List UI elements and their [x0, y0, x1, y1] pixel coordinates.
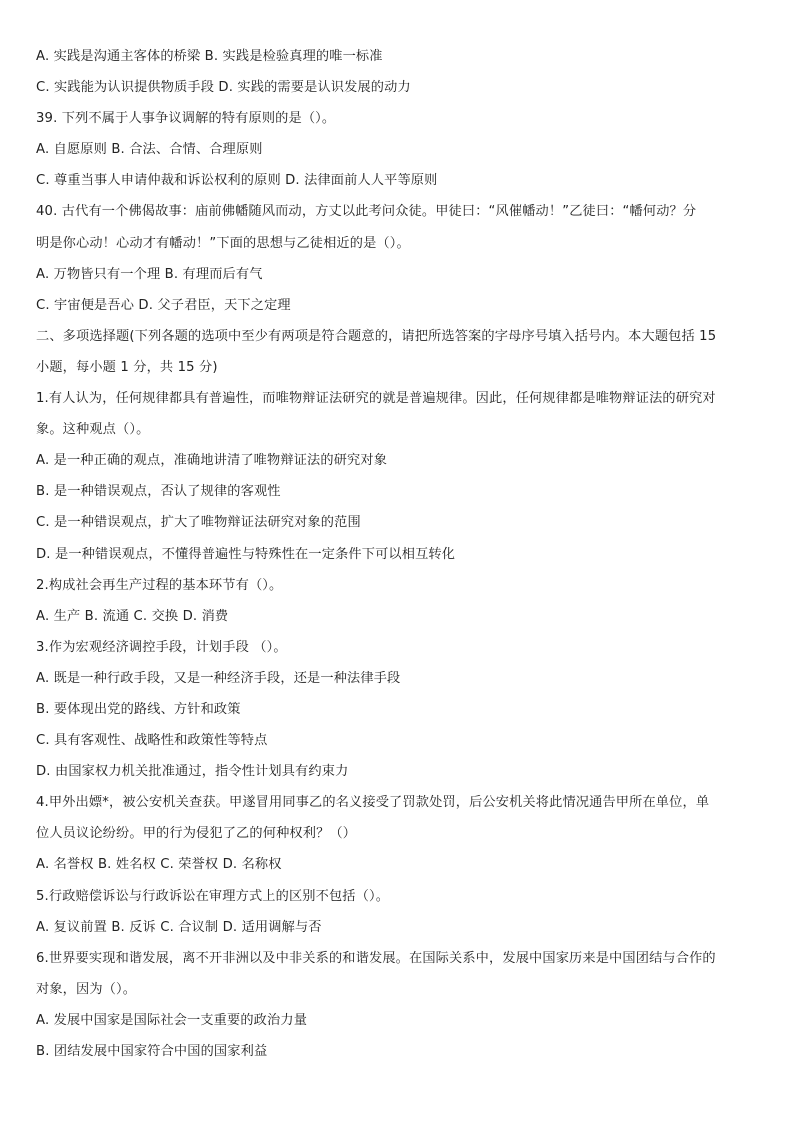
q39-options-ab: A. 自愿原则 B. 合法、合情、合理原则 [36, 142, 263, 158]
mq4-stem-line-1: 4.甲外出嫖*，被公安机关查获。甲遂冒用同事乙的名义接受了罚款处罚，后公安机关将此情况通告甲所在单位，单 [36, 795, 710, 811]
q39-stem: 39. 下列不属于人事争议调解的特有原则的是（）。 [36, 111, 336, 127]
section-heading-line-2: 小题，每小题 1 分，共 15 分) [36, 359, 218, 375]
mq6-option-b: B. 团结发展中国家符合中国的国家利益 [36, 1044, 268, 1059]
mq3-option-c: C. 具有客观性、战略性和政策性等特点 [36, 733, 268, 749]
mq4-options: A. 名誉权 B. 姓名权 C. 荣誉权 D. 名称权 [36, 857, 282, 873]
mq3-option-d: D. 由国家权力机关批准通过，指令性计划具有约束力 [36, 764, 349, 780]
q38-options-ab: A. 实践是沟通主客体的桥梁 B. 实践是检验真理的唯一标准 [36, 49, 383, 64]
mq2-stem: 2.构成社会再生产过程的基本环节有（）。 [36, 577, 283, 593]
q39-options-cd: C. 尊重当事人申请仲裁和诉讼权利的原则 D. 法律面前人人平等原则 [36, 173, 438, 189]
q40-stem-line-1: 40. 古代有一个佛偈故事：庙前佛幡随风而动，方丈以此考问众徒。甲徒曰：“风催幡动！”乙徒曰：“幡何动？分 [36, 204, 697, 220]
mq2-options: A. 生产 B. 流通 C. 交换 D. 消费 [36, 608, 229, 624]
mq1-option-a: A. 是一种正确的观点，准确地讲清了唯物辩证法的研究对象 [36, 453, 388, 469]
mq1-option-c: C. 是一种错误观点，扩大了唯物辩证法研究对象的范围 [36, 515, 361, 531]
mq1-stem-line-2: 象。这种观点（）。 [36, 422, 150, 438]
mq5-options: A. 复议前置 B. 反诉 C. 合议制 D. 适用调解与否 [36, 919, 322, 935]
q40-options-cd: C. 宇宙便是吾心 D. 父子君臣，天下之定理 [36, 297, 291, 313]
mq4-stem-line-2: 位人员议论纷纷。甲的行为侵犯了乙的何种权利？（） [36, 826, 357, 842]
mq1-option-d: D. 是一种错误观点，不懂得普遍性与特殊性在一定条件下可以相互转化 [36, 546, 456, 562]
mq5-stem: 5.行政赔偿诉讼与行政诉讼在审理方式上的区别不包括（）。 [36, 888, 390, 904]
mq6-option-a: A. 发展中国家是国际社会一支重要的政治力量 [36, 1012, 308, 1028]
document-body [36, 41, 764, 1067]
mq3-stem: 3.作为宏观经济调控手段，计划手段 （）。 [36, 639, 287, 655]
mq1-stem-line-1: 1.有人认为，任何规律都具有普遍性，而唯物辩证法研究的就是普遍规律。因此，任何规律都是唯物辩证法的研究对 [36, 391, 716, 407]
mq3-option-b: B. 要体现出党的路线、方针和政策 [36, 701, 241, 717]
q38-options-cd: C. 实践能为认识提供物质手段 D. 实践的需要是认识发展的动力 [36, 80, 411, 96]
mq6-stem-line-1: 6.世界要实现和谐发展，离不开非洲以及中非关系的和谐发展。在国际关系中，发展中国家历来是中国团结与合作的 [36, 950, 716, 966]
mq3-option-a: A. 既是一种行政手段，又是一种经济手段，还是一种法律手段 [36, 670, 401, 686]
mq1-option-b: B. 是一种错误观点，否认了规律的客观性 [36, 484, 281, 500]
section-heading-line-1: 二、多项选择题(下列各题的选项中至少有两项是符合题意的，请把所选答案的字母序号填入括号内。本大题包括 15 [36, 328, 717, 344]
mq6-stem-line-2: 对象，因为（）。 [36, 981, 137, 997]
q40-options-ab: A. 万物皆只有一个理 B. 有理而后有气 [36, 266, 263, 282]
q40-stem-line-2: 明是你心动！心动才有幡动！”下面的思想与乙徒相近的是（）。 [36, 235, 410, 251]
